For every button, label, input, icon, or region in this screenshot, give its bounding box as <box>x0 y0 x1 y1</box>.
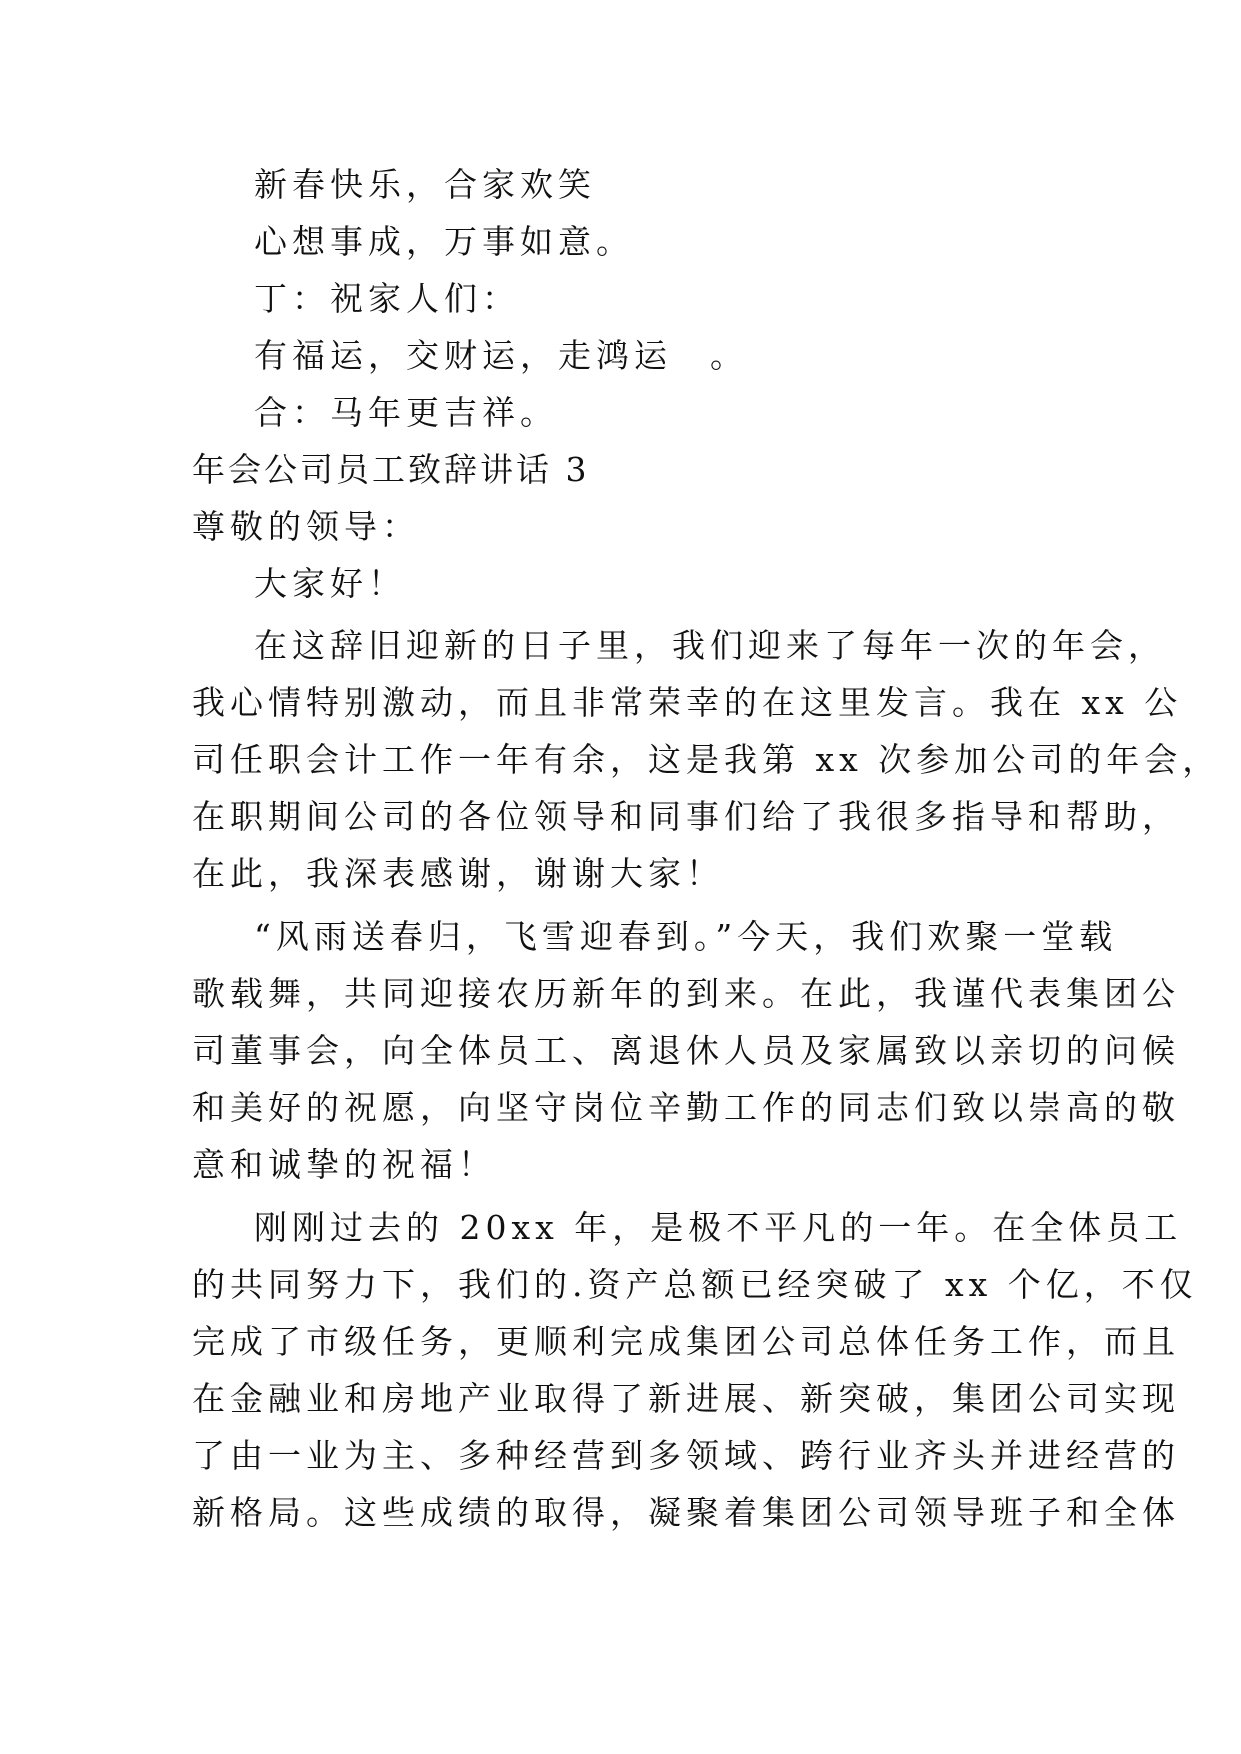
section-heading: 年会公司员工致辞讲话 3 <box>192 450 590 489</box>
paragraph-3-line-2: 的共同努力下，我们的.资产总额已经突破了 xx 个亿，不仅 <box>192 1265 1198 1304</box>
paragraph-1-line-4: 在职期间公司的各位领导和同事们给了我很多指导和帮助， <box>192 797 1180 836</box>
paragraph-2-line-2: 歌载舞，共同迎接农历新年的到来。在此，我谨代表集团公 <box>192 974 1180 1013</box>
poem-line-2: 心想事成，万事如意。 <box>254 222 634 261</box>
paragraph-3-line-5: 了由一业为主、多种经营到多领域、跨行业齐头并进经营的 <box>192 1436 1180 1475</box>
paragraph-3-line-3: 完成了市级任务，更顺利完成集团公司总体任务工作，而且 <box>192 1322 1180 1361</box>
poem-line-3: 丁：祝家人们： <box>254 279 520 318</box>
poem-line-5: 合：马年更吉祥。 <box>254 393 558 432</box>
salutation: 尊敬的领导： <box>192 507 420 546</box>
greeting: 大家好！ <box>254 564 406 603</box>
poem-line-4: 有福运，交财运，走鸿运 。 <box>254 336 748 375</box>
paragraph-2-line-1: “风雨送春归，飞雪迎春到。”今天，我们欢聚一堂载 <box>254 917 1118 956</box>
paragraph-1-line-5: 在此，我深表感谢，谢谢大家！ <box>192 854 724 893</box>
paragraph-3-line-6: 新格局。这些成绩的取得，凝聚着集团公司领导班子和全体 <box>192 1493 1180 1532</box>
paragraph-2-line-4: 和美好的祝愿，向坚守岗位辛勤工作的同志们致以崇高的敬 <box>192 1088 1180 1127</box>
paragraph-3-line-4: 在金融业和房地产业取得了新进展、新突破，集团公司实现 <box>192 1379 1180 1418</box>
poem-line-1: 新春快乐，合家欢笑 <box>254 165 596 204</box>
paragraph-2-line-3: 司董事会，向全体员工、离退休人员及家属致以亲切的问候 <box>192 1031 1180 1070</box>
paragraph-1-line-3: 司任职会计工作一年有余，这是我第 xx 次参加公司的年会， <box>192 740 1221 779</box>
paragraph-1-line-2: 我心情特别激动，而且非常荣幸的在这里发言。我在 xx 公 <box>192 683 1183 722</box>
paragraph-3-line-1: 刚刚过去的 20xx 年，是极不平凡的一年。在全体员工 <box>254 1208 1183 1247</box>
paragraph-1-line-1: 在这辞旧迎新的日子里，我们迎来了每年一次的年会， <box>254 626 1166 665</box>
paragraph-2-line-5: 意和诚挚的祝福！ <box>192 1145 496 1184</box>
